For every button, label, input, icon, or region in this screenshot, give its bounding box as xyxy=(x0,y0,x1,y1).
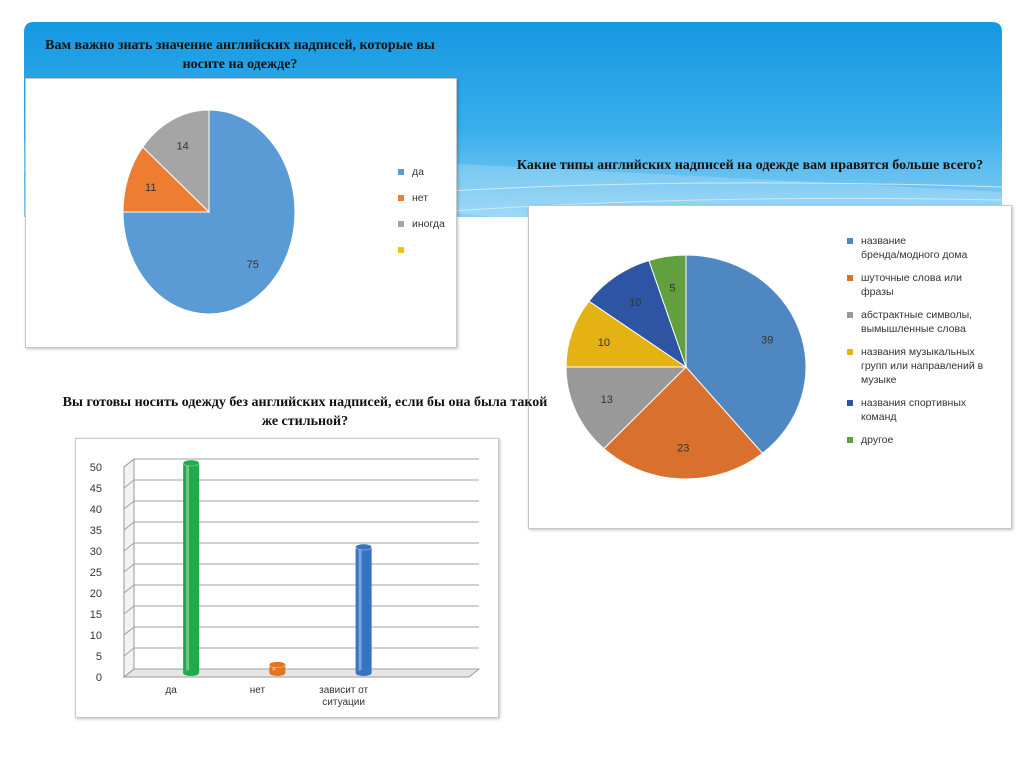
pie-chart-1 xyxy=(26,79,456,347)
bar-chart-bar-1 xyxy=(269,662,285,676)
bar-chart-gridline-8 xyxy=(124,501,479,509)
pie-chart-2-legend-item-1 xyxy=(847,271,1007,299)
pie-chart-2-data-label-5: 5 xyxy=(669,282,676,295)
pie-chart-1-panel xyxy=(25,78,457,348)
pie-chart-2-legend-swatch-0 xyxy=(847,238,853,244)
bar-chart-y-tick-4: 20 xyxy=(89,588,102,600)
pie-chart-2-legend-label-0-1: бренда/модного дома xyxy=(861,249,968,261)
pie-chart-2-legend-swatch-1 xyxy=(847,275,853,281)
bar-chart-y-tick-8: 40 xyxy=(89,504,102,516)
pie-chart-2-legend-item-4 xyxy=(847,396,1007,424)
pie-chart-1-legend-swatch-0 xyxy=(398,169,404,175)
pie-chart-1-legend-item-1 xyxy=(398,191,445,205)
bar-chart-gridline-6 xyxy=(124,543,479,551)
bar-chart-y-tick-3: 15 xyxy=(89,609,102,621)
pie-chart-2-panel xyxy=(528,205,1012,529)
chart-1-title: Вам важно знать значение английских надписей, которые вы носите на одежде? xyxy=(45,38,435,72)
pie-chart-2-legend-label-3-0: названия музыкальных xyxy=(861,346,975,358)
bar-chart-gridline-1 xyxy=(124,648,479,656)
bar-chart-bar-0 xyxy=(183,460,199,676)
pie-chart-1-legend-swatch-1 xyxy=(398,195,404,201)
bar-chart-gridline-9 xyxy=(124,480,479,488)
pie-chart-2-legend-label-1-1: фразы xyxy=(861,286,894,298)
pie-chart-2-legend-label-3-2: музыке xyxy=(861,374,897,386)
pie-chart-2-data-label-3: 10 xyxy=(597,337,610,350)
bar-chart-y-tick-2: 10 xyxy=(89,630,102,642)
pie-chart-1-legend-item-0 xyxy=(398,165,445,179)
pie-chart-2-legend-label-2-0: абстрактные символы, xyxy=(861,309,973,321)
bar-chart-y-tick-1: 5 xyxy=(95,651,102,663)
pie-chart-2-legend-swatch-3 xyxy=(847,349,853,355)
bar-chart-y-tick-6: 30 xyxy=(89,546,102,558)
bar-chart-floor xyxy=(124,669,479,677)
pie-chart-1-legend-swatch-3 xyxy=(398,247,404,253)
bar-chart-gridline-3 xyxy=(124,606,479,614)
bar-chart-x-tick-0-0: да xyxy=(165,685,177,696)
pie-chart-2-legend-label-1-0: шуточные слова или xyxy=(861,272,962,284)
bar-chart-x-tick-2-1: ситуации xyxy=(322,697,365,708)
pie-chart-2-data-label-0: 39 xyxy=(761,334,774,347)
chart-2-title: Какие типы английских надписей на одежде вам нравятся больше всего? xyxy=(516,158,984,173)
pie-chart-1-data-label-1: 11 xyxy=(145,182,157,195)
pie-chart-1-legend xyxy=(398,165,445,269)
pie-chart-1-legend-label-2-0: иногда xyxy=(412,218,445,230)
pie-chart-1-legend-item-2 xyxy=(398,217,445,231)
pie-chart-1-legend-swatch-2 xyxy=(398,221,404,227)
pie-chart-2-legend-swatch-2 xyxy=(847,312,853,318)
bar-chart-y-tick-7: 35 xyxy=(89,525,102,537)
bar-chart-y-tick-0: 0 xyxy=(95,672,102,684)
bar-chart-gridline-10 xyxy=(124,459,479,467)
pie-chart-1-data-label-2: 14 xyxy=(176,140,189,153)
pie-chart-1-legend-label-0-0: да xyxy=(412,166,424,178)
pie-chart-2-legend-swatch-5 xyxy=(847,437,853,443)
bar-chart-gridline-4 xyxy=(124,585,479,593)
pie-chart-1-data-label-0: 75 xyxy=(246,258,259,271)
pie-chart-1-legend-label-3-0 xyxy=(412,243,445,257)
bar-chart-y-tick-10: 50 xyxy=(89,462,102,474)
pie-chart-2-legend-label-5-0: другое xyxy=(861,434,894,446)
pie-chart-2-legend-label-0-0: название xyxy=(861,235,907,247)
pie-chart-2-legend-label-3-1: групп или направлений в xyxy=(861,360,984,372)
pie-chart-2-legend-item-0 xyxy=(847,234,1007,262)
pie-chart-2-data-label-2: 13 xyxy=(600,394,613,407)
bar-chart-gridline-5 xyxy=(124,564,479,572)
pie-chart-2-data-label-4: 10 xyxy=(629,296,642,309)
bar-chart-bar-2 xyxy=(356,544,372,676)
bar-chart-panel xyxy=(75,438,499,718)
bar-chart-gridline-2 xyxy=(124,627,479,635)
bar-chart-x-tick-2-0: зависит от xyxy=(319,685,369,696)
pie-chart-2-data-label-1: 23 xyxy=(677,442,690,455)
pie-chart-2-legend-label-4-1: команд xyxy=(861,411,897,423)
bar-chart xyxy=(76,439,498,717)
pie-chart-2-legend-label-2-1: вымышленные слова xyxy=(861,323,966,335)
bar-chart-x-tick-1-0: нет xyxy=(249,685,266,696)
pie-chart-2-legend xyxy=(847,234,1007,456)
bar-chart-y-tick-5: 25 xyxy=(89,567,102,579)
pie-chart-1-legend-item-3 xyxy=(398,243,445,257)
pie-chart-2-legend-item-5 xyxy=(847,433,1007,447)
pie-chart-1-legend-label-1-0: нет xyxy=(412,192,429,204)
pie-chart-2-legend-item-3 xyxy=(847,345,1007,387)
bar-chart-gridline-7 xyxy=(124,522,479,530)
chart-3-title: Вы готовы носить одежду без английских надписей, если бы она была такой же стильной? xyxy=(62,395,548,429)
pie-chart-2-legend-item-2 xyxy=(847,308,1007,336)
bar-chart-y-tick-9: 45 xyxy=(89,483,102,495)
pie-chart-2-legend-label-4-0: названия спортивных xyxy=(861,397,967,409)
pie-chart-2-legend-swatch-4 xyxy=(847,400,853,406)
